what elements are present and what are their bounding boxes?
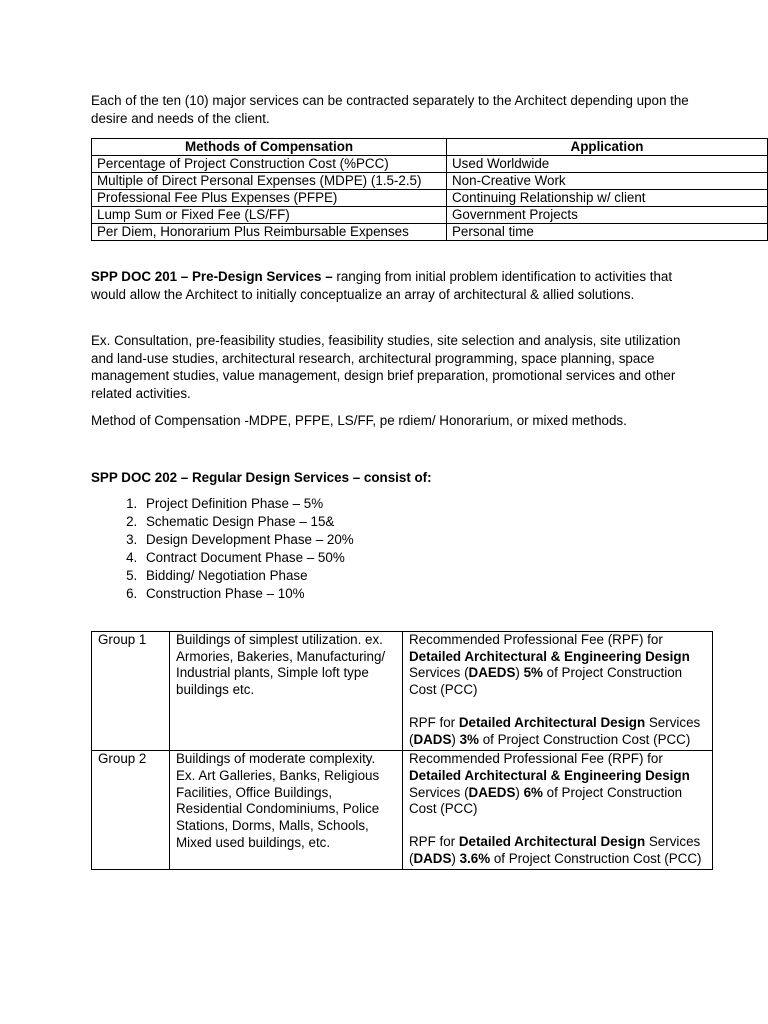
compensation-table xyxy=(91,138,768,241)
application-cell: Non-Creative Work xyxy=(447,173,768,190)
table-header-row xyxy=(92,139,768,156)
doc201-text: ranging from initial problem identification to activities that would allow the Architect to initially conceptualize an array of architectural & allied solutions. xyxy=(91,269,673,302)
table-row xyxy=(92,207,768,224)
method-cell: Per Diem, Honorarium Plus Reimbursable Expenses xyxy=(92,224,447,241)
group-description-cell: Buildings of moderate complexity. Ex. Art Galleries, Banks, Religious Facilities, Office Buildings, Residential Condominiums, Police Stations, Dorms, Malls, Schools, Mixed used buildings, etc. xyxy=(170,751,403,870)
column-header: Methods of Compensation xyxy=(92,139,447,156)
table-row xyxy=(92,173,768,190)
method-cell: Lump Sum or Fixed Fee (LS/FF) xyxy=(92,207,447,224)
doc201-examples: Ex. Consultation, pre-feasibility studies, feasibility studies, site selection and analysis, site utilization and land-use studies, architectural research, architectural programming, space planning, space management studies, value management, design brief preparation, promotional services and other related activities. xyxy=(91,333,681,401)
doc201-method: Method of Compensation -MDPE, PFPE, LS/FF, pe rdiem/ Honorarium, or mixed methods. xyxy=(91,413,627,428)
group-fee-cell xyxy=(403,632,713,751)
doc202-heading: SPP DOC 202 – Regular Design Services – consist of: xyxy=(91,470,432,485)
list-item: 1. Project Definition Phase – 5% xyxy=(141,495,541,513)
column-header: Application xyxy=(447,139,768,156)
table-row xyxy=(92,224,768,241)
dads-fee: RPF for Detailed Architectural Design Services (DADS) 3.6% of Project Construction Cost (PCC) xyxy=(409,834,702,866)
application-cell: Government Projects xyxy=(447,207,768,224)
method-cell: Multiple of Direct Personal Expenses (MDPE) (1.5-2.5) xyxy=(92,173,447,190)
group-name-cell: Group 2 xyxy=(92,751,170,870)
application-cell: Used Worldwide xyxy=(447,156,768,173)
method-cell: Professional Fee Plus Expenses (PFPE) xyxy=(92,190,447,207)
daeds-fee: Recommended Professional Fee (RPF) for Detailed Architectural & Engineering Design Services (DAEDS) 6% of Project Construction Cost (PCC) xyxy=(409,751,690,817)
intro-paragraph: Each of the ten (10) major services can be contracted separately to the Architect depending upon the desire and needs of the client. xyxy=(91,93,689,126)
doc201-paragraph xyxy=(91,268,691,303)
table-row xyxy=(92,751,713,870)
method-cell: Percentage of Project Construction Cost (%PCC) xyxy=(92,156,447,173)
doc201-heading: SPP DOC 201 – Pre-Design Services – xyxy=(91,269,333,284)
dads-fee: RPF for Detailed Architectural Design Services (DADS) 3% of Project Construction Cost (PCC) xyxy=(409,714,701,747)
group-description-cell: Buildings of simplest utilization. ex. Armories, Bakeries, Manufacturing/ Industrial plants, Simple loft type buildings etc. xyxy=(170,632,403,751)
application-cell: Personal time xyxy=(447,224,768,241)
table-row xyxy=(92,190,768,207)
list-item: 2. Schematic Design Phase – 15& xyxy=(141,513,541,531)
list-item: 3. Design Development Phase – 20% xyxy=(141,531,541,549)
table-row xyxy=(92,632,713,751)
table-row xyxy=(92,156,768,173)
group-fee-cell xyxy=(403,751,713,870)
list-item: 5. Bidding/ Negotiation Phase xyxy=(141,567,541,585)
application-cell: Continuing Relationship w/ client xyxy=(447,190,768,207)
list-item: 6. Construction Phase – 10% xyxy=(141,585,541,603)
group-fee-table xyxy=(91,631,713,870)
phase-list xyxy=(117,495,541,603)
list-item: 4. Contract Document Phase – 50% xyxy=(141,549,541,567)
group-name-cell: Group 1 xyxy=(92,632,170,751)
daeds-fee: Recommended Professional Fee (RPF) for Detailed Architectural & Engineering Design Services (DAEDS) 5% of Project Construction Cost (PCC) xyxy=(409,632,690,698)
